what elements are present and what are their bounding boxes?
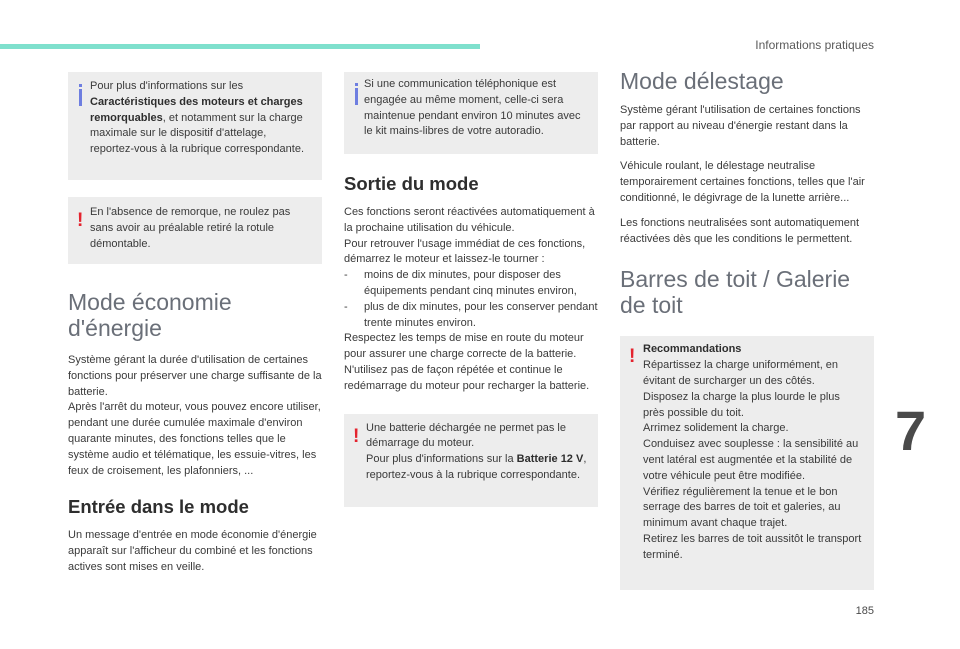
info-box-text: Si une communication téléphonique est engagée au même moment, celle-ci sera maintenue pendant environ 10 minutes avec le kit mains-libres de votre autoradio. (364, 78, 581, 138)
info-icon (79, 89, 82, 106)
section-heading-load-shedding: Mode délestage (620, 68, 784, 94)
info-icon (355, 88, 358, 105)
load-shedding-paragraph-1: Système gérant l'utilisation de certaines fonctions par rapport au niveau d'énergie restant dans la batterie. (620, 104, 861, 148)
page-number: 185 (855, 605, 874, 617)
energy-economy-paragraph: Système gérant la durée d'utilisation de certaines fonctions pour préserver une charge suffisante de la batterie. Après l'arrêt du moteur, vous pouvez encore utiliser, pendant une durée cumulée maximale d'environ quarante minutes, des fonctions telles que le système audio et télématique, les essuie-vitres, les feux de croisement, les plafonniers, ... (68, 354, 322, 477)
warning-box-towball (68, 197, 322, 264)
recommendations-text: Répartissez la charge uniformément, en évitant de surcharger un des côtés. Disposez la charge la plus lourde le plus près possible du toit. Arrimez solidement la charge. Conduisez avec souplesse : la sensibilité au vent latéral est augmentée et la stabilité de votre véhicule peut être modifiée. Vérifiez régulièrement la tenue et le bon serrage des barres de toit et galeries, au minimum avant chaque trajet. Retirez les barres de toit aussitôt le transport terminé. (643, 359, 862, 561)
warning-box-battery (344, 414, 598, 507)
warning-box-bold: Batterie 12 V (516, 453, 584, 466)
column-3 (620, 68, 874, 590)
list-item: - moins de dix minutes, pour disposer des équipements pendant cinq minutes environ, (344, 269, 577, 297)
warning-box-text: En l'absence de remorque, ne roulez pas sans avoir au préalable retiré la rotule démontable. (90, 206, 291, 250)
mode-entry-paragraph: Un message d'entrée en mode économie d'énergie apparaît sur l'afficheur du combiné et les fonctions actives sont mises en veille. (68, 529, 317, 573)
info-box-phone (344, 72, 598, 154)
header-accent-bar (0, 44, 480, 49)
warning-icon: ! (77, 210, 84, 231)
warning-icon: ! (629, 346, 636, 368)
section-heading-energy-economy: Mode économie d'énergie (68, 289, 232, 341)
info-box-text: Pour plus d'informations sur les Caractéristiques des moteurs et charges remorquables, et notamment sur la charge maximale sur le dispositif d'attelage, reportez-vous à la rubrique correspondante. (90, 80, 305, 156)
info-box-towing (68, 72, 322, 180)
mode-exit-intro: Ces fonctions seront réactivées automatiquement à la prochaine utilisation du véhicule. Pour retrouver l'usage immédiat de ces fonctions, démarrez le moteur et laissez-le tourner : (344, 206, 595, 266)
info-box-bold: Caractéristiques des moteurs et charges remorquables (90, 95, 303, 124)
list-item: - plus de dix minutes, pour les conserver pendant trente minutes environ. (344, 300, 598, 329)
warning-box-roof-bars (620, 336, 874, 590)
recommendations-heading: Recommandations (643, 343, 742, 356)
subheading-mode-entry: Entrée dans le mode (68, 496, 249, 518)
section-heading-roof-bars: Barres de toit / Galerie de toit (620, 266, 851, 319)
load-shedding-paragraph-2: Véhicule roulant, le délestage neutralise temporairement certaines fonctions, telles que l'air conditionné, le dégivrage de la lunette arrière... (620, 160, 865, 204)
subheading-mode-exit: Sortie du mode (344, 173, 479, 194)
mode-exit-list (344, 268, 598, 331)
column-2 (344, 72, 598, 507)
mode-exit-after: Respectez les temps de mise en route du moteur pour assurer une charge correcte de la batterie. N'utilisez pas de façon répétée et continue le redémarrage du moteur pour recharger la batterie. (344, 332, 590, 392)
load-shedding-paragraph-3: Les fonctions neutralisées sont automatiquement réactivées dès que les conditions le permettent. (620, 216, 860, 245)
warning-icon: ! (353, 425, 360, 447)
section-title: Informations pratiques (755, 38, 874, 52)
chapter-number: 7 (895, 399, 927, 462)
warning-box-text: Une batterie déchargée ne permet pas le démarrage du moteur. Pour plus d'informations sur la Batterie 12 V, reportez-vous à la rubrique correspondante. (366, 421, 587, 481)
column-1 (68, 72, 322, 576)
